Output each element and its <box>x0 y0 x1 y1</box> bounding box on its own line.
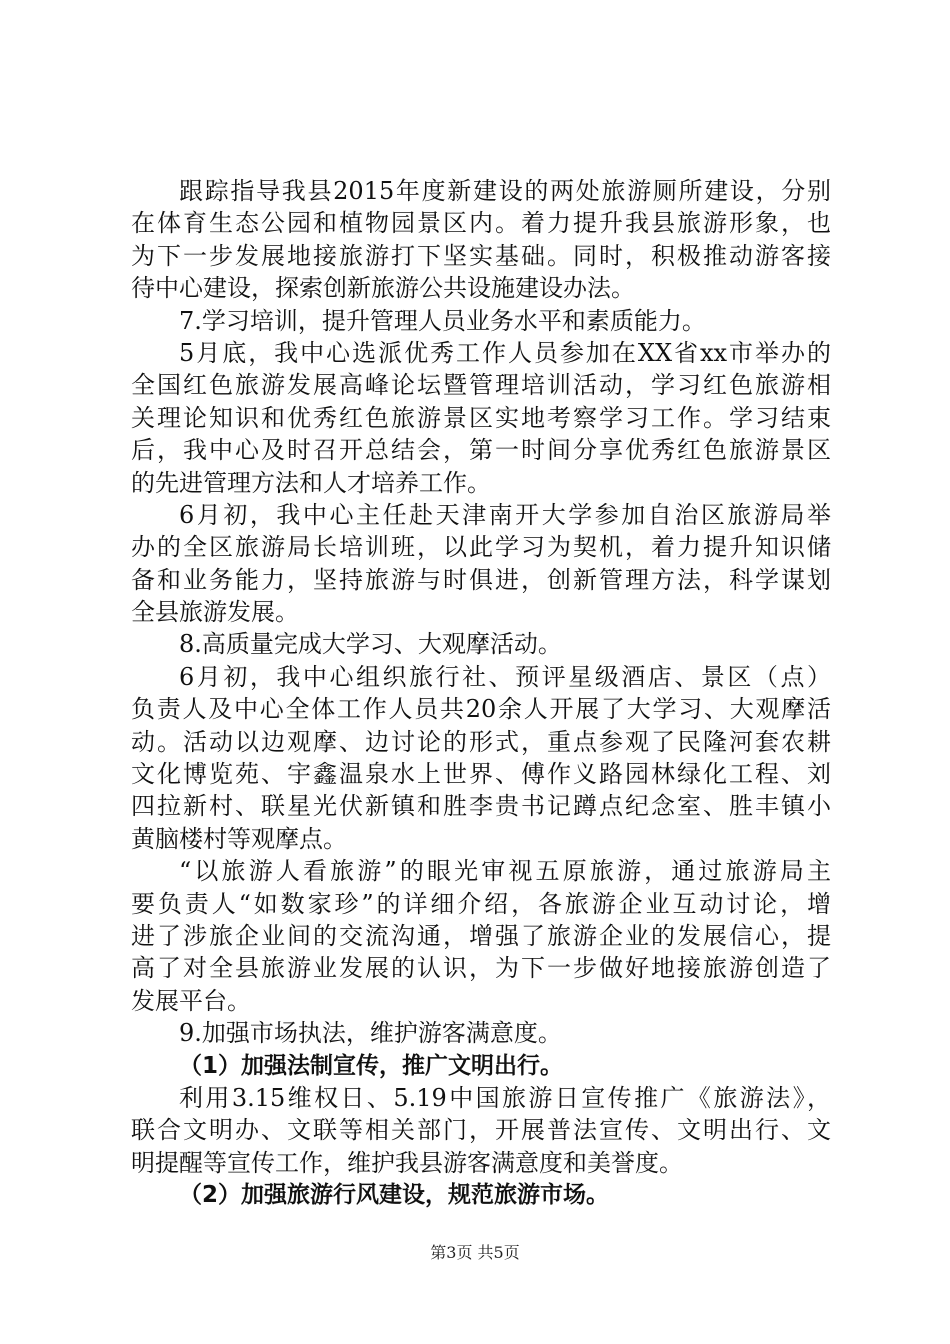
paragraph-line: 全县旅游发展。 <box>131 598 299 627</box>
paragraph-line: 要负责人“如数家珍”的详细介绍，各旅游企业互动讨论，增 <box>131 889 831 918</box>
paragraph-line: 负责人及中心全体工作人员共20余人开展了大学习、大观摩活 <box>131 695 831 724</box>
paragraph-line: 联合文明办、文联等相关部门，开展普法宣传、文明出行、文 <box>131 1116 831 1145</box>
paragraph-line: “以旅游人看旅游”的眼光审视五原旅游，通过旅游局主 <box>179 857 831 886</box>
paragraph-line: 办的全区旅游局长培训班，以此学习为契机，着力提升知识储 <box>131 533 831 562</box>
paragraph-line: 高了对全县旅游业发展的认识，为下一步做好地接旅游创造了 <box>131 954 831 983</box>
section-heading: 7.学习培训，提升管理人员业务水平和素质能力。 <box>179 306 706 335</box>
paragraph-line: 利用3.15维权日、5.19中国旅游日宣传推广《旅游法》， <box>179 1083 831 1112</box>
subsection-heading: （2）加强旅游行风建设，规范旅游市场。 <box>179 1182 610 1209</box>
paragraph-line: 明提醒等宣传工作，维护我县游客满意度和美誉度。 <box>131 1148 683 1177</box>
paragraph-line: 备和业务能力，坚持旅游与时俱进，创新管理方法，科学谋划 <box>131 565 831 594</box>
paragraph-line: 关理论知识和优秀红色旅游景区实地考察学习工作。学习结束 <box>131 403 831 432</box>
page-number-footer: 第3页 共5页 <box>430 1243 520 1262</box>
paragraph-line: 全国红色旅游发展高峰论坛暨管理培训活动，学习红色旅游相 <box>131 371 831 400</box>
paragraph-line: 黄脑楼村等观摩点。 <box>131 824 347 853</box>
paragraph-line: 待中心建设，探索创新旅游公共设施建设办法。 <box>131 274 635 303</box>
paragraph-line: 为下一步发展地接旅游打下坚实基础。同时，积极推动游客接 <box>131 241 831 270</box>
subsection-heading: （1）加强法制宣传，推广文明出行。 <box>179 1052 564 1079</box>
document-body <box>131 175 831 1212</box>
paragraph-line: 后，我中心及时召开总结会，第一时间分享优秀红色旅游景区 <box>131 436 831 465</box>
paragraph-line: 文化博览苑、宇鑫温泉水上世界、傅作义路园林绿化工程、刘 <box>131 760 831 789</box>
paragraph-line: 动。活动以边观摩、边讨论的形式，重点参观了民隆河套农耕 <box>131 727 831 756</box>
paragraph-line: 跟踪指导我县2015年度新建设的两处旅游厕所建设，分别 <box>179 177 831 205</box>
paragraph-line: 在体育生态公园和植物园景区内。着力提升我县旅游形象，也 <box>131 209 831 238</box>
paragraph-line: 6月初，我中心主任赴天津南开大学参加自治区旅游局举 <box>179 500 831 529</box>
paragraph-line: 发展平台。 <box>131 986 251 1015</box>
section-heading: 8.高质量完成大学习、大观摩活动。 <box>179 630 562 659</box>
paragraph-line: 进了涉旅企业间的交流沟通，增强了旅游企业的发展信心，提 <box>131 921 831 950</box>
paragraph-line: 5月底，我中心选派优秀工作人员参加在XX省xx市举办的 <box>179 338 831 367</box>
section-heading: 9.加强市场执法，维护游客满意度。 <box>179 1019 562 1048</box>
paragraph-line: 的先进管理方法和人才培养工作。 <box>131 468 491 497</box>
paragraph-line: 四拉新村、联星光伏新镇和胜李贵书记蹲点纪念室、胜丰镇小 <box>131 792 831 821</box>
paragraph-line: 6月初，我中心组织旅行社、预评星级酒店、景区（点） <box>179 662 831 691</box>
